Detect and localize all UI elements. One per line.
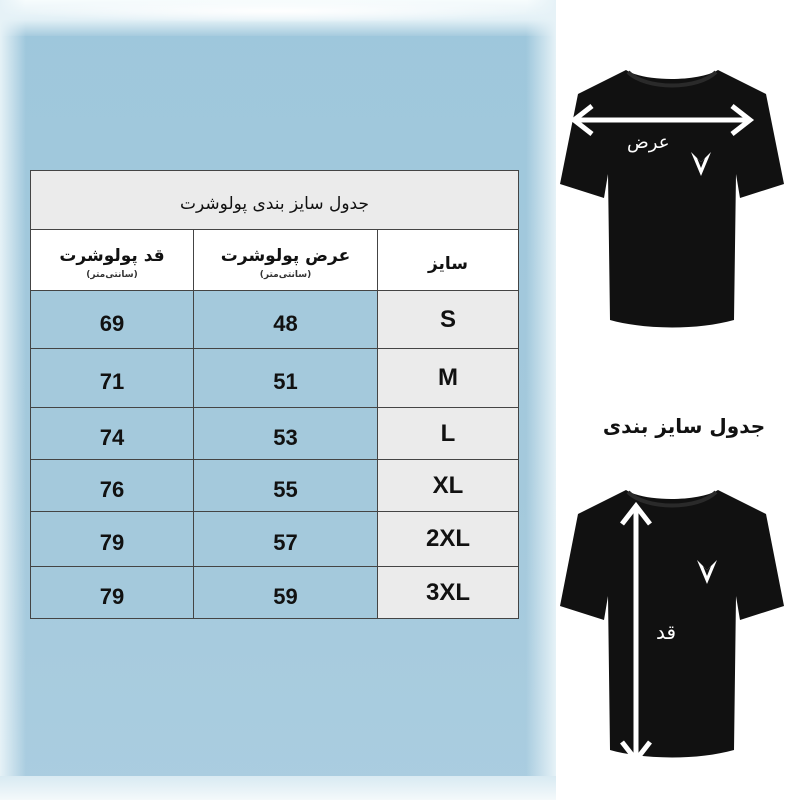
width-cell [194, 349, 378, 408]
table-row [31, 408, 519, 460]
size-cell: XL [378, 460, 519, 512]
width-value: 57 [273, 530, 298, 555]
header-width-unit: (سانتی‌متر) [259, 270, 312, 280]
length-label: قد [656, 620, 677, 644]
width-cell [194, 408, 378, 460]
length-value: 71 [99, 369, 125, 394]
size-cell: 3XL [378, 567, 519, 619]
table-title-cell [31, 171, 519, 230]
length-value: 69 [99, 310, 125, 336]
double-arrow-vertical-icon [618, 500, 654, 766]
size-cell: L [378, 408, 519, 460]
length-cell [31, 408, 194, 460]
length-cell [31, 291, 194, 349]
width-value: 59 [273, 583, 298, 609]
length-value: 79 [99, 530, 125, 555]
length-cell [31, 567, 194, 619]
table-row [31, 567, 519, 619]
header-length-label: قد پولوشرت [59, 246, 165, 266]
header-size-label: سایز [427, 254, 469, 274]
left-edge-glow [0, 0, 26, 790]
brand-logo-icon [694, 558, 720, 586]
table-row [31, 349, 519, 408]
length-value: 74 [99, 424, 125, 450]
size-cell: S [378, 291, 519, 349]
right-edge-glow [526, 0, 556, 790]
header-length [31, 230, 194, 291]
width-label: عرض [627, 132, 670, 153]
header-length-unit: (سانتی‌متر) [86, 270, 138, 280]
size-cell: M [378, 349, 519, 408]
size-chart-table [30, 170, 519, 619]
length-cell [31, 512, 194, 567]
table-row [31, 460, 519, 512]
width-cell [194, 512, 378, 567]
table-header-row [31, 230, 519, 291]
table-row [31, 512, 519, 567]
header-width [194, 230, 378, 291]
table-row [31, 291, 519, 349]
length-cell [31, 349, 194, 408]
table-title: جدول سایز بندی پولوشرت [180, 194, 369, 214]
width-value: 53 [273, 424, 298, 450]
header-width-label: عرض پولوشرت [220, 246, 351, 266]
diagram-heading: جدول سایز بندی [602, 414, 766, 438]
length-value: 76 [99, 476, 125, 502]
width-cell [194, 291, 378, 349]
width-value: 55 [273, 476, 298, 502]
length-cell [31, 460, 194, 512]
brand-logo-icon [688, 150, 714, 178]
top-light-glow [0, 0, 556, 36]
width-cell [194, 460, 378, 512]
length-value: 79 [99, 583, 125, 609]
width-value: 48 [273, 310, 298, 336]
width-value: 51 [273, 369, 298, 394]
bottom-light-strip [0, 776, 556, 800]
width-cell [194, 567, 378, 619]
size-cell: 2XL [378, 512, 519, 567]
table-title-row [31, 171, 519, 230]
header-size [378, 230, 519, 291]
